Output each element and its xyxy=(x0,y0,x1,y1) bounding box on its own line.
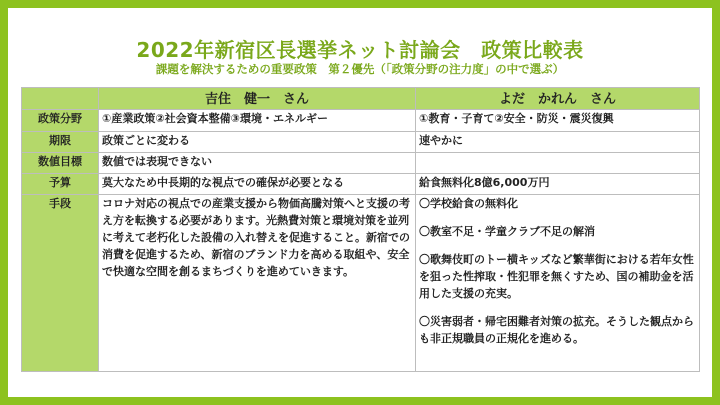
page-title: 2022年新宿区長選挙ネット討論会 政策比較表 xyxy=(136,38,584,62)
means-right xyxy=(416,195,700,372)
table-row xyxy=(22,153,700,174)
row-label-policy-area: 政策分野 xyxy=(22,110,99,132)
table-row xyxy=(22,110,700,132)
table-row xyxy=(22,195,700,372)
table-header-row xyxy=(22,88,700,110)
period-left: 政策ごとに変わる xyxy=(99,132,416,153)
target-left: 数値では表現できない xyxy=(99,153,416,174)
candidate-left-name: 吉住 健一 さん xyxy=(99,88,416,110)
row-label-budget: 予算 xyxy=(22,174,99,195)
comparison-table xyxy=(21,87,700,372)
budget-left: 莫大なため中長期的な視点での確保が必要となる xyxy=(99,174,416,195)
means-right-item: 〇災害弱者・帰宅困難者対策の拡充。そうした観点からも非正規職員の正規化を進める。 xyxy=(419,315,694,345)
row-label-means: 手段 xyxy=(22,195,99,372)
means-right-item: 〇学校給食の無料化 xyxy=(419,197,518,210)
means-left: コロナ対応の視点での産業支援から物価高騰対策へと支援の考え方を転換する必要があります。光熱費対策と環境対策を並列に考えて老朽化した設備の入れ替えを促進すること。新宿での消費を促進するため、新宿のブランド力を高める取組や、安全で快適な空間を創るまちづくりを進めていきます。 xyxy=(99,195,416,372)
row-label-period: 期限 xyxy=(22,132,99,153)
header-corner xyxy=(22,88,99,110)
policy-area-right: ①教育・子育て②安全・防災・震災復興 xyxy=(416,110,700,132)
page-subtitle: 課題を解決するための重要政策 第２優先（「政策分野の注力度」の中で選ぶ） xyxy=(155,62,565,76)
means-right-item: 〇歌舞伎町のトー横キッズなど繁華街における若年女性を狙った性搾取・性犯罪を無くすため、国の補助金を活用した支援の充実。 xyxy=(419,253,694,300)
slide xyxy=(8,8,712,397)
table-row xyxy=(22,132,700,153)
candidate-right-name: よだ かれん さん xyxy=(416,88,700,110)
period-right: 速やかに xyxy=(416,132,700,153)
target-right xyxy=(416,153,700,174)
budget-right: 給食無料化8億6,000万円 xyxy=(416,174,700,195)
policy-area-left: ①産業政策②社会資本整備③環境・エネルギー xyxy=(99,110,416,132)
means-right-item: 〇教室不足・学童クラブ不足の解消 xyxy=(419,225,595,238)
table-row xyxy=(22,174,700,195)
row-label-target: 数値目標 xyxy=(22,153,99,174)
